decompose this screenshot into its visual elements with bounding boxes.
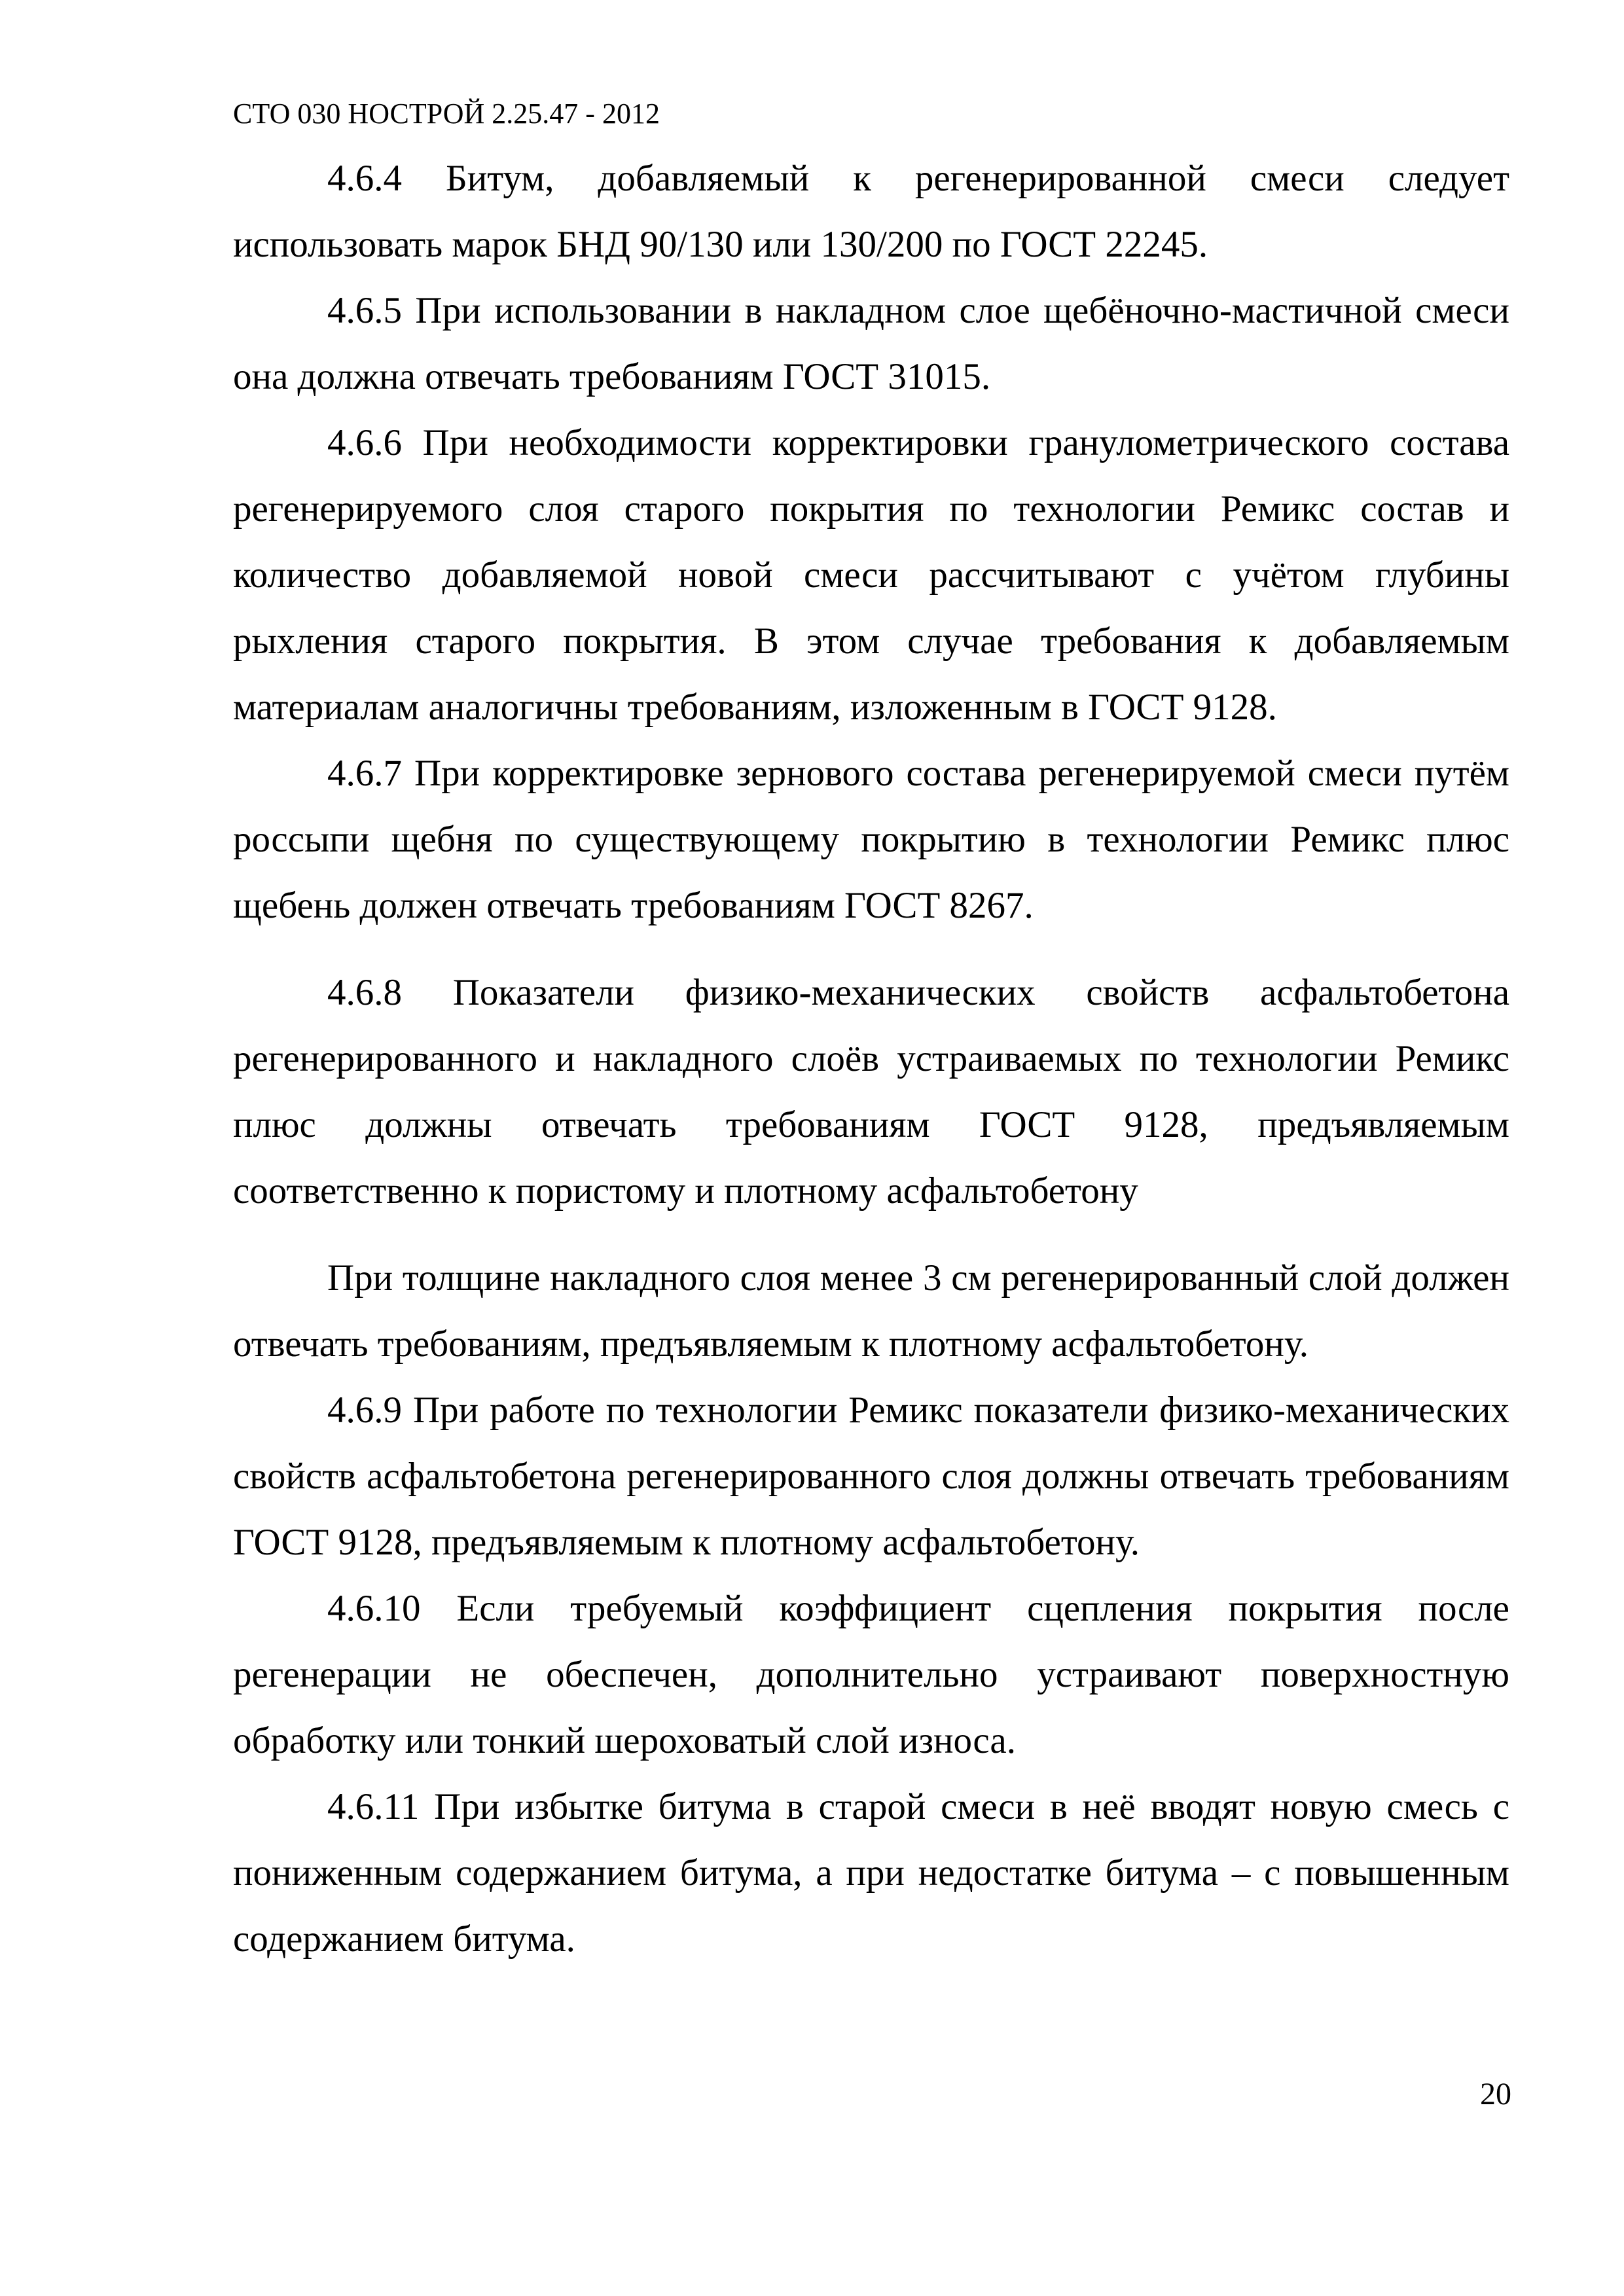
paragraph-4-6-6: 4.6.6 При необходимости корректировки гранулометрического состава регенерируемого слоя старого покрытия по технологии Ремикс состав и количество добавляемой новой смеси рассчитывают с учётом глубины рыхления старого покрытия. В этом случае требования к добавляемым материалам аналогичны требованиям, изложенным в ГОСТ 9128. [233, 422, 1509, 728]
paragraph-4-6-5: 4.6.5 При использовании в накладном слое щебёночно-мастичной смеси она должна отвечать требованиям ГОСТ 31015. [233, 290, 1509, 397]
page-number: 20 [1480, 2077, 1511, 2111]
document-header: СТО 030 НОСТРОЙ 2.25.47 - 2012 [233, 98, 660, 130]
paragraph-4-6-4: 4.6.4 Битум, добавляемый к регенерированной смеси следует использовать марок БНД 90/130 или 130/200 по ГОСТ 22245. [233, 158, 1509, 265]
paragraph-4-6-11: 4.6.11 При избытке битума в старой смеси в неё вводят новую смесь с пониженным содержанием битума, а при недостатке битума – с повышенным содержанием битума. [233, 1786, 1509, 1960]
paragraph-4-6-7: 4.6.7 При корректировке зернового состава регенерируемой смеси путём россыпи щебня по существующему покрытию в технологии Ремикс плюс щебень должен отвечать требованиям ГОСТ 8267. [233, 753, 1509, 926]
paragraph-4-6-8: 4.6.8 Показатели физико-механических свойств асфальтобетона регенерированного и накладного слоёв устраиваемых по технологии Ремикс плюс должны отвечать требованиям ГОСТ 9128, предъявляемым соответственно к пористому и плотному асфальтобетону [233, 972, 1509, 1211]
paragraph-thin-overlay-note: При толщине накладного слоя менее 3 см регенерированный слой должен отвечать требованиям, предъявляемым к плотному асфальтобетону. [233, 1257, 1509, 1365]
paragraph-4-6-10: 4.6.10 Если требуемый коэффициент сцепления покрытия после регенерации не обеспечен, дополнительно устраивают поверхностную обработку или тонкий шероховатый слой износа. [233, 1588, 1509, 1761]
paragraph-4-6-9: 4.6.9 При работе по технологии Ремикс показатели физико-механических свойств асфальтобетона регенерированного слоя должны отвечать требованиям ГОСТ 9128, предъявляемым к плотному асфальтобетону. [233, 1390, 1509, 1563]
document-body [233, 145, 1509, 1972]
